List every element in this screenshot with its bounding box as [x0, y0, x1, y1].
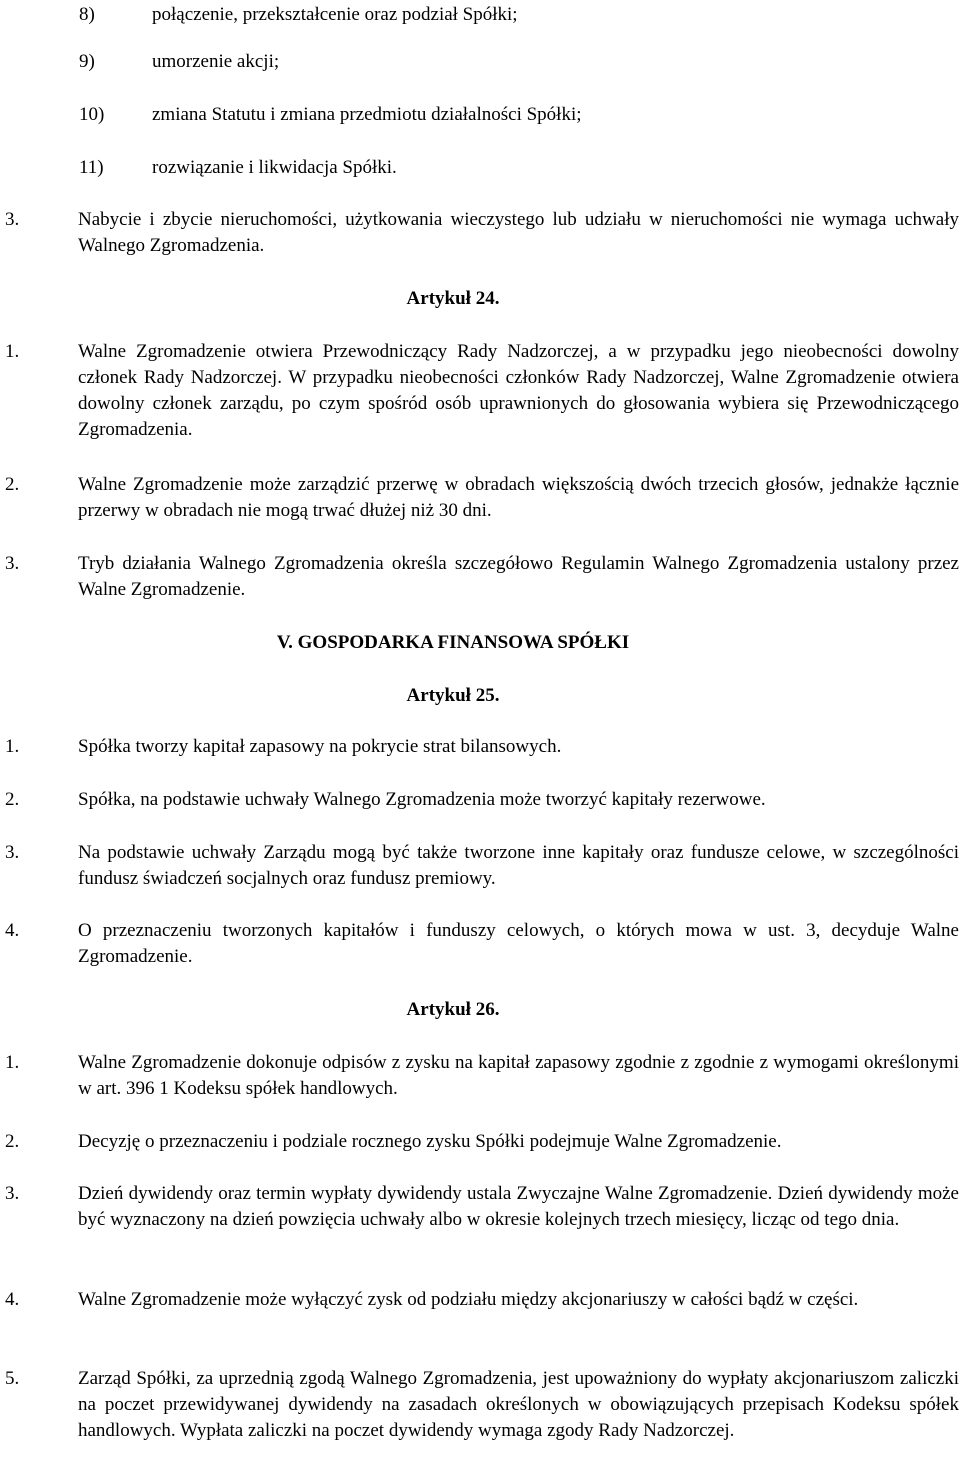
paragraph-text: Walne Zgromadzenie może wyłączyć zysk od podziału między akcjonariuszy w całości bądź w części.	[78, 1289, 859, 1310]
paragraph-text: Spółka tworzy kapitał zapasowy na pokrycie strat bilansowych.	[78, 736, 562, 757]
paragraph	[5, 1129, 959, 1155]
paragraph	[5, 1366, 959, 1444]
list-item-text: rozwiązanie i likwidacja Spółki.	[152, 157, 397, 178]
paragraph-text: Na podstawie uchwały Zarządu mogą być także tworzone inne kapitały oraz fundusze celowe, w szczególności fundusz świadczeń socjalnych oraz fundusz premiowy.	[78, 842, 959, 889]
list-item-number: 10)	[79, 104, 105, 125]
paragraph	[5, 207, 959, 259]
list-item-number: 11)	[79, 157, 104, 178]
list-item-text: zmiana Statutu i zmiana przedmiotu działalności Spółki;	[152, 104, 582, 125]
paragraph-number: 3.	[5, 553, 20, 574]
paragraph	[5, 472, 959, 524]
list-item-number: 8)	[79, 4, 95, 25]
list-item-number: 9)	[79, 51, 95, 72]
paragraph-text: Decyzję o przeznaczeniu i podziale rocznego zysku Spółki podejmuje Walne Zgromadzenie.	[78, 1131, 782, 1152]
article-heading: Artykuł 26.	[406, 999, 500, 1020]
paragraph-text: Walne Zgromadzenie dokonuje odpisów z zysku na kapitał zapasowy zgodnie z zgodnie z wymogami określonymi w art. 396 1 Kodeksu spółek handlowych.	[78, 1052, 959, 1099]
paragraph-number: 1.	[5, 341, 20, 362]
paragraph-text: Spółka, na podstawie uchwały Walnego Zgromadzenia może tworzyć kapitały rezerwowe.	[78, 789, 766, 810]
paragraph	[5, 551, 959, 603]
paragraph-text: Zarząd Spółki, za uprzednią zgodą Walnego Zgromadzenia, jest upoważniony do wypłaty akcjonariuszom zaliczki na poczet przewidywanej dywidendy na zasadach określonych w obowiązujących przepisach Kodeksu spółek handlowych. Wypłata zaliczki na poczet dywidendy wymaga zgody Rady Nadzorczej.	[78, 1368, 959, 1441]
paragraph-number: 4.	[5, 1289, 20, 1310]
paragraph-number: 2.	[5, 1131, 20, 1152]
paragraph-text: Nabycie i zbycie nieruchomości, użytkowania wieczystego lub udziału w nieruchomości nie wymaga uchwały Walnego Zgromadzenia.	[78, 209, 959, 256]
list-item-text: umorzenie akcji;	[152, 51, 280, 72]
paragraph-number: 3.	[5, 842, 20, 863]
paragraph	[5, 339, 959, 443]
list-item-text: połączenie, przekształcenie oraz podział Spółki;	[152, 4, 518, 25]
paragraph-text: Walne Zgromadzenie może zarządzić przerwę w obradach większością dwóch trzecich głosów, jednakże łącznie przerwy w obradach nie mogą trwać dłużej niż 30 dni.	[78, 474, 959, 521]
paragraph-number: 3.	[5, 1183, 20, 1204]
paragraph	[5, 787, 959, 813]
paragraph	[5, 1287, 959, 1313]
paragraph-number: 2.	[5, 789, 20, 810]
paragraph-number: 2.	[5, 474, 20, 495]
paragraph-number: 5.	[5, 1368, 20, 1389]
paragraph	[5, 1050, 959, 1102]
paragraph-text: Tryb działania Walnego Zgromadzenia określa szczegółowo Regulamin Walnego Zgromadzenia ustalony przez Walne Zgromadzenie.	[78, 553, 959, 600]
article-heading: Artykuł 24.	[406, 288, 500, 309]
section-heading: V. GOSPODARKA FINANSOWA SPÓŁKI	[276, 632, 630, 653]
paragraph-text: Dzień dywidendy oraz termin wypłaty dywidendy ustala Zwyczajne Walne Zgromadzenie. Dzień dywidendy może być wyznaczony na dzień powzięcia uchwały albo w okresie kolejnych trzech miesięcy, licząc od tego dnia.	[78, 1183, 959, 1230]
article-heading: Artykuł 25.	[406, 685, 500, 706]
paragraph-number: 1.	[5, 1052, 20, 1073]
paragraph-number: 1.	[5, 736, 20, 757]
paragraph	[5, 1181, 959, 1233]
paragraph-number: 4.	[5, 920, 20, 941]
paragraph-text: O przeznaczeniu tworzonych kapitałów i funduszy celowych, o których mowa w ust. 3, decyduje Walne Zgromadzenie.	[78, 920, 959, 967]
paragraph	[5, 840, 959, 892]
paragraph-text: Walne Zgromadzenie otwiera Przewodniczący Rady Nadzorczej, a w przypadku jego nieobecności dowolny członek Rady Nadzorczej. W przypadku nieobecności członków Rady Nadzorczej, Walne Zgromadzenie otwiera dowolny członek zarządu, po czym spośród osób uprawnionych do głosowania wybiera się Przewodniczącego Zgromadzenia.	[78, 341, 959, 440]
paragraph	[5, 918, 959, 970]
paragraph	[5, 734, 959, 760]
paragraph-number: 3.	[5, 209, 20, 230]
